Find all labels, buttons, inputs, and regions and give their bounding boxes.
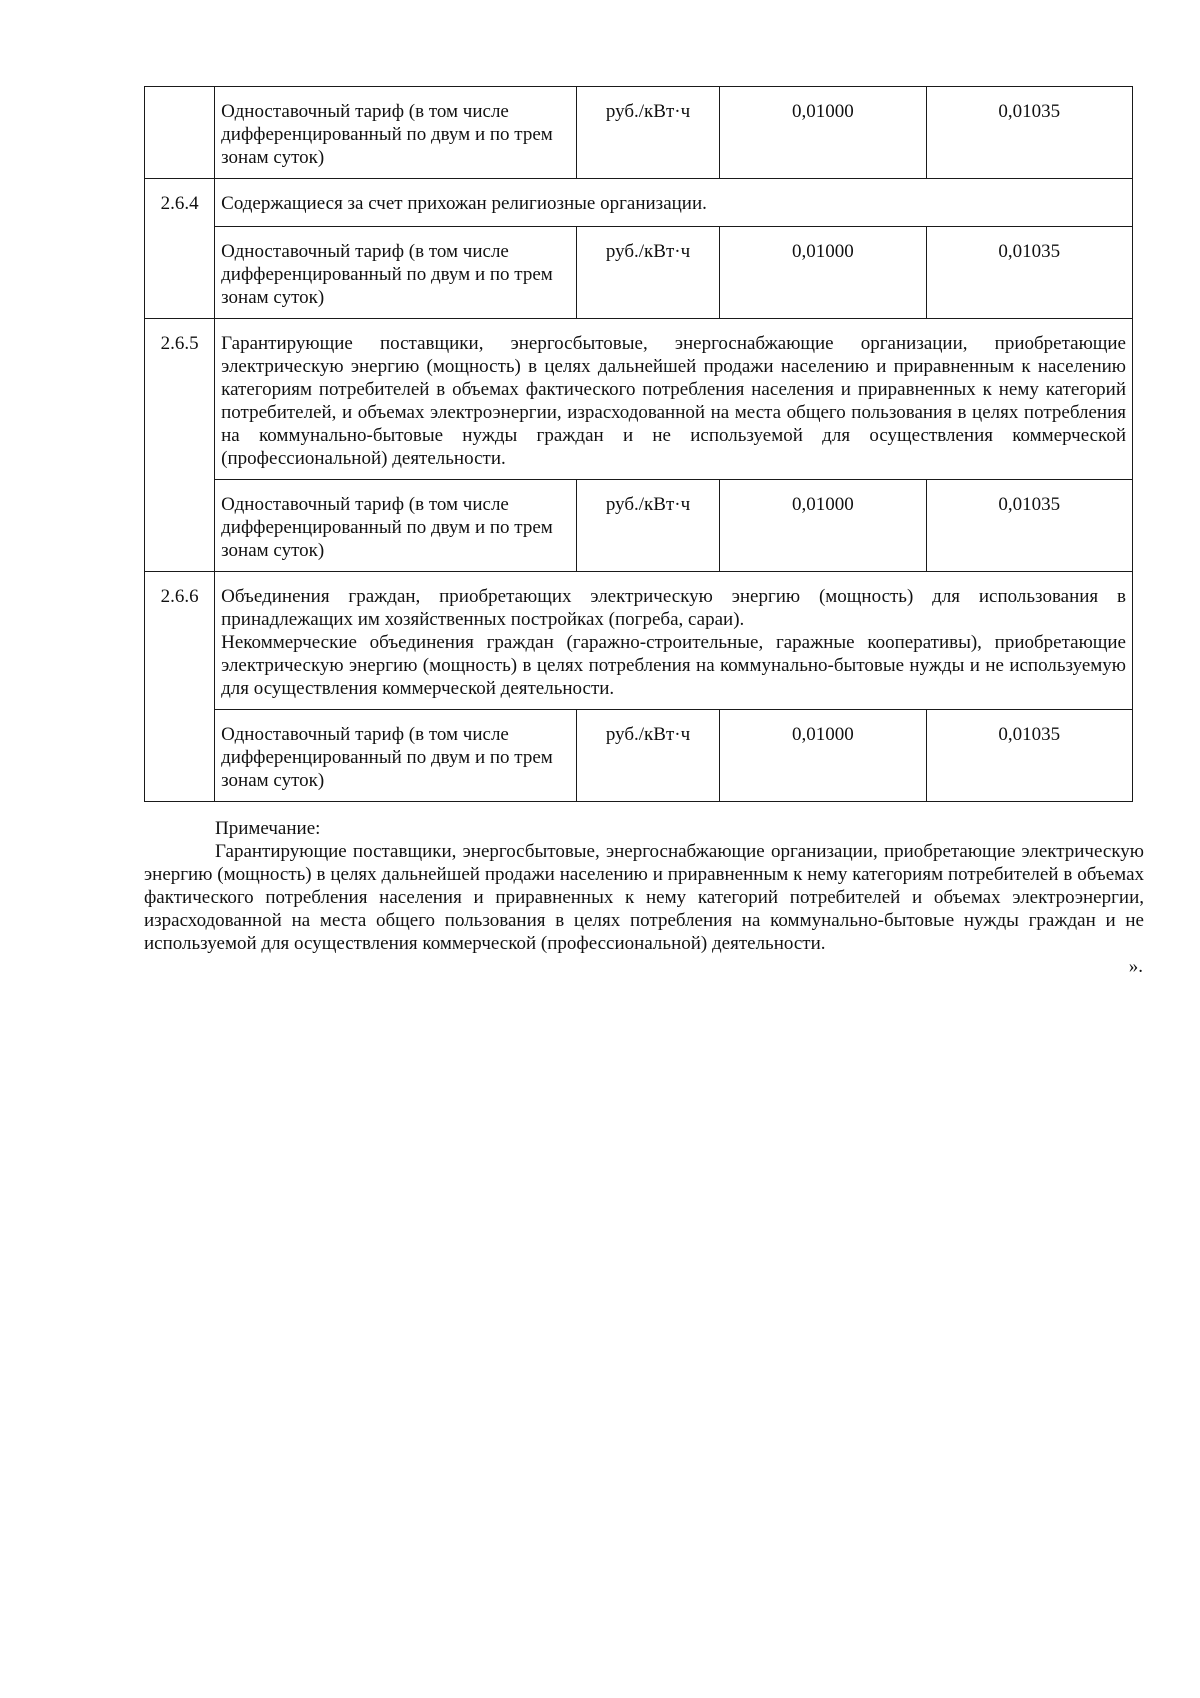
value-first-half-cell: 0,01000 bbox=[720, 87, 926, 179]
closing-quote: ». bbox=[1128, 956, 1143, 977]
tariff-table bbox=[144, 86, 1133, 802]
value-second-half-cell: 0,01035 bbox=[926, 227, 1132, 319]
unit-cell: руб./кВт·ч bbox=[576, 87, 719, 179]
unit-cell: руб./кВт·ч bbox=[576, 227, 719, 319]
table-row bbox=[145, 319, 1133, 480]
table-row bbox=[145, 480, 1133, 572]
unit-cell: руб./кВт·ч bbox=[576, 710, 719, 802]
table-row bbox=[145, 179, 1133, 227]
note-title: Примечание: bbox=[215, 818, 321, 839]
section-number-cell: 2.6.6 bbox=[145, 572, 215, 802]
section-description: Объединения граждан, приобретающих электрическую энергию (мощность) для использования в принадлежащих им хозяйственных постройках (погреба, сараи). bbox=[221, 586, 1126, 630]
value-first-half-cell: 0,01000 bbox=[720, 227, 926, 319]
value-first-half-cell: 0,01000 bbox=[720, 480, 926, 572]
value-second-half-cell: 0,01035 bbox=[926, 87, 1132, 179]
section-number-cell bbox=[145, 87, 215, 179]
unit-cell: руб./кВт·ч bbox=[576, 480, 719, 572]
table-row bbox=[145, 710, 1133, 802]
section-number-cell: 2.6.5 bbox=[145, 319, 215, 572]
section-description: Некоммерческие объединения граждан (гаражно-строительные, гаражные кооперативы), приобретающие электрическую энергию (мощность) в целях потребления на коммунально-бытовые нужды и не используемую для осуществления коммерческой деятельности. bbox=[221, 632, 1126, 699]
tariff-name-cell: Одноставочный тариф (в том числе дифференцированный по двум и по трем зонам суток) bbox=[215, 87, 577, 179]
tariff-name-cell: Одноставочный тариф (в том числе дифференцированный по двум и по трем зонам суток) bbox=[215, 710, 577, 802]
value-second-half-cell: 0,01035 bbox=[926, 480, 1132, 572]
table-row bbox=[145, 227, 1133, 319]
tariff-name-cell: Одноставочный тариф (в том числе дифференцированный по двум и по трем зонам суток) bbox=[215, 480, 577, 572]
section-description: Гарантирующие поставщики, энергосбытовые, энергоснабжающие организации, приобретающие электрическую энергию (мощность) в целях дальнейшей продажи населению и приравненным к населению категориям потребителей в объемах фактического потребления населения и приравненных к нему категорий потребителей, и объемах электроэнергии, израсходованной на места общего пользования в целях потребления на коммунально-бытовые нужды граждан и не используемой для осуществления коммерческой (профессиональной) деятельности. bbox=[221, 333, 1126, 469]
table-row bbox=[145, 87, 1133, 179]
section-description-cell bbox=[215, 179, 1133, 227]
table-row bbox=[145, 572, 1133, 710]
section-description-cell bbox=[215, 572, 1133, 710]
section-description-cell bbox=[215, 319, 1133, 480]
section-description: Содержащиеся за счет прихожан религиозные организации. bbox=[221, 193, 707, 214]
value-first-half-cell: 0,01000 bbox=[720, 710, 926, 802]
note-block bbox=[144, 817, 1144, 978]
value-second-half-cell: 0,01035 bbox=[926, 710, 1132, 802]
section-number-cell: 2.6.4 bbox=[145, 179, 215, 319]
tariff-name-cell: Одноставочный тариф (в том числе дифференцированный по двум и по трем зонам суток) bbox=[215, 227, 577, 319]
note-body: Гарантирующие поставщики, энергосбытовые, энергоснабжающие организации, приобретающие электрическую энергию (мощность) в целях дальнейшей продажи населению и приравненным к нему категориям потребителей в объемах фактического потребления населения и приравненных к нему категорий потребителей и объемах электроэнергии, израсходованной на места общего пользования в целях потребления на коммунально-бытовые нужды граждан и не используемой для осуществления коммерческой (профессиональной) деятельности. bbox=[144, 841, 1144, 954]
